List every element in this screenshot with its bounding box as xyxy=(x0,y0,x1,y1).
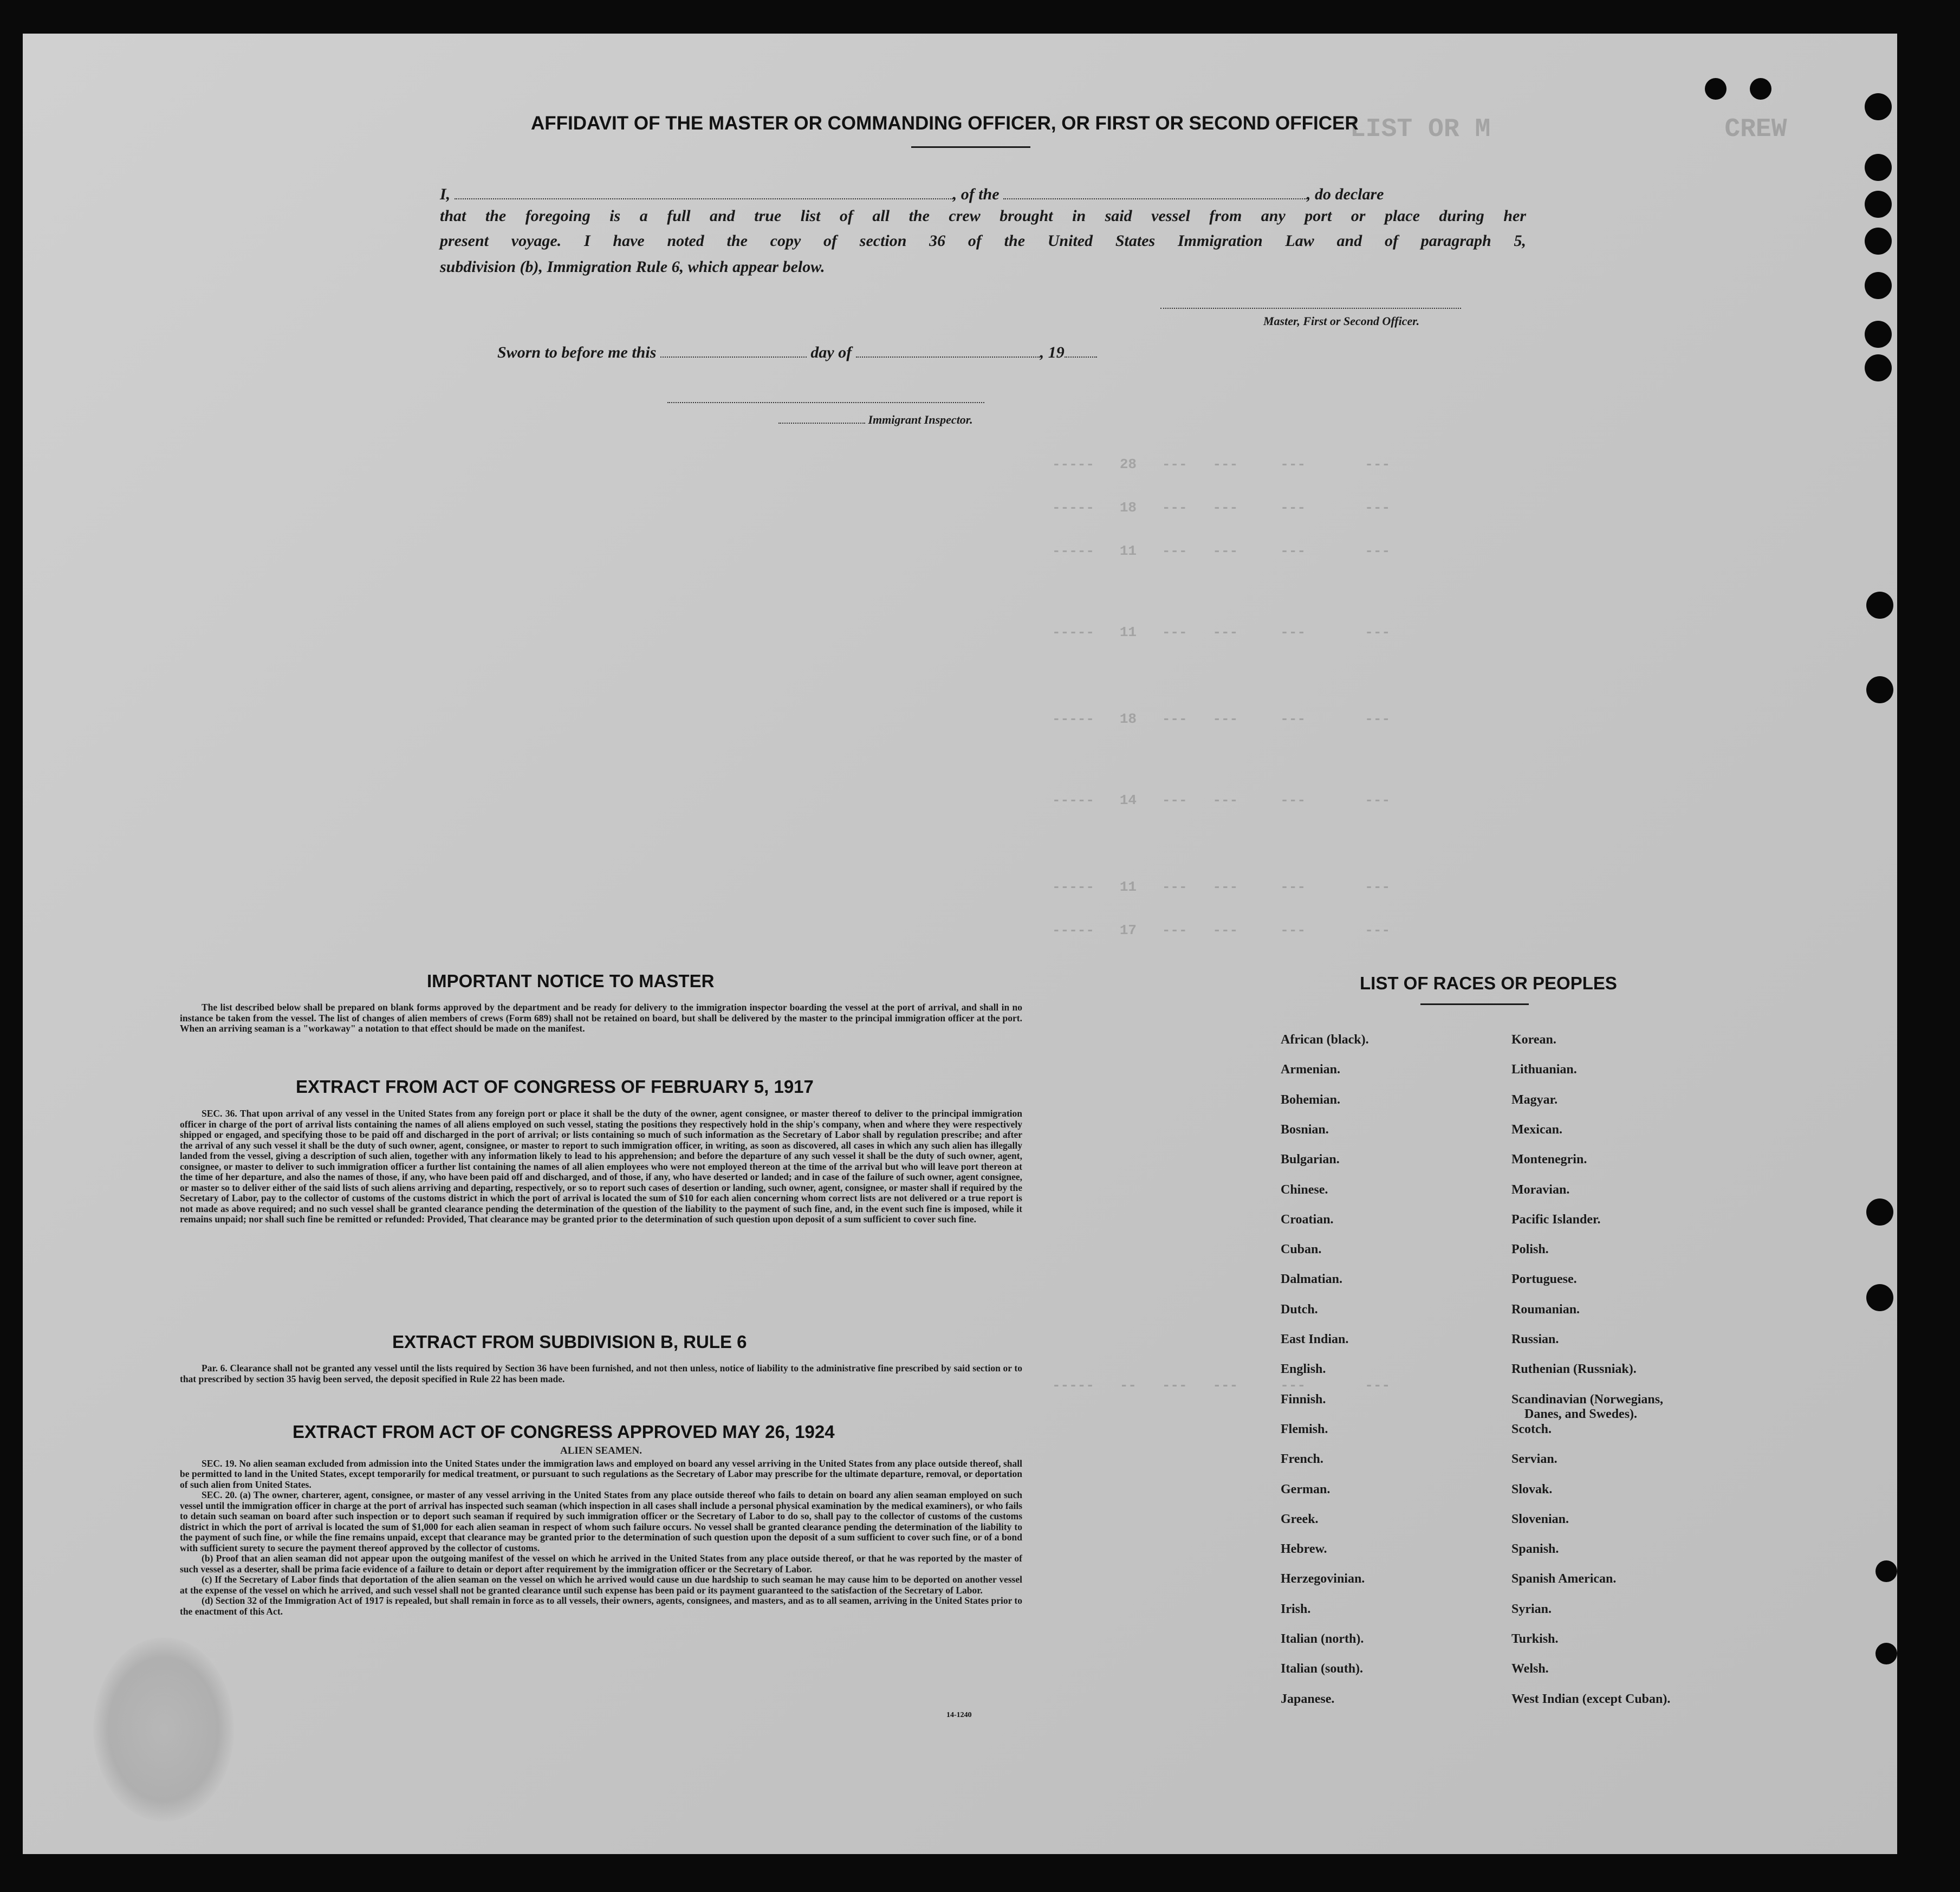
punch-hole xyxy=(1865,154,1892,181)
race-item: Slovak. xyxy=(1511,1482,1553,1496)
race-item: Pacific Islander. xyxy=(1511,1212,1601,1227)
race-item: Herzegovinian. xyxy=(1281,1572,1365,1586)
bleed-through-text: ----- 28 --- --- --- --- xyxy=(1052,456,1391,472)
race-item: Lithuanian. xyxy=(1511,1062,1577,1077)
race-item: Moravian. xyxy=(1511,1182,1570,1197)
race-item: Flemish. xyxy=(1281,1422,1328,1436)
race-item: Finnish. xyxy=(1281,1392,1326,1407)
race-item: Magyar. xyxy=(1511,1092,1558,1107)
affidavit-declaration-line: I, , of the , do declare xyxy=(440,185,1384,203)
race-item: Croatian. xyxy=(1281,1212,1334,1227)
race-item: English. xyxy=(1281,1362,1326,1377)
master-signature-line xyxy=(1160,308,1461,309)
punch-hole xyxy=(1865,228,1892,255)
race-item: African (black). xyxy=(1281,1033,1369,1047)
bleed-through-text: ----- 11 --- --- --- --- xyxy=(1052,624,1391,640)
extract-rule6-text: Par. 6. Clearance shall not be granted any vessel until the lists required by Section 36 have been furnished, and not then unless, notice of liability to the administrative fine prescribed by said section or to that prescribed by section 35 havig been served, the deposit specified in Rule 22 has been made. xyxy=(180,1363,1022,1384)
race-item: Spanish American. xyxy=(1511,1572,1617,1586)
race-item: Turkish. xyxy=(1511,1632,1559,1646)
embossed-seal xyxy=(93,1637,234,1822)
race-item: West Indian (except Cuban). xyxy=(1511,1692,1671,1706)
extract-1924-title: EXTRACT FROM ACT OF CONGRESS APPROVED MAY 26, 1924 xyxy=(293,1422,835,1442)
inspector-signature-line xyxy=(667,402,984,403)
extract-rule6-title: EXTRACT FROM SUBDIVISION B, RULE 6 xyxy=(392,1332,747,1352)
race-item: Roumanian. xyxy=(1511,1302,1580,1317)
bleed-through-text: ----- 11 --- --- --- --- xyxy=(1052,879,1391,895)
punch-hole xyxy=(1865,354,1892,381)
sec20b-text: (b) Proof that an alien seaman did not appear upon the outgoing manifest of the vessel on which he arrived in the United States from any place outside thereof, or that he was reported by the master of such vessel as a deserter, shall be prima facie evidence of a failure to detain or deport after requirement by the immigration officer or the Secretary of Labor. xyxy=(180,1553,1022,1574)
races-title: LIST OF RACES OR PEOPLES xyxy=(1360,973,1617,993)
race-item: Syrian. xyxy=(1511,1602,1552,1616)
affidavit-text-line: subdivision (b), Immigration Rule 6, which appear below. xyxy=(440,258,825,276)
race-item: Ruthenian (Russniak). xyxy=(1511,1362,1637,1377)
race-item: Japanese. xyxy=(1281,1692,1335,1706)
affidavit-title: AFFIDAVIT OF THE MASTER OR COMMANDING OFFICER, OR FIRST OR SECOND OFFICER xyxy=(531,113,1359,134)
affidavit-text-line: that the foregoing is a full and true list of all the crew brought in said vessel from any port or place during her xyxy=(440,207,1526,225)
race-item: Servian. xyxy=(1511,1452,1557,1467)
punch-hole xyxy=(1865,272,1892,299)
race-item: French. xyxy=(1281,1452,1323,1467)
bleed-through-text: ----- 18 --- --- --- --- xyxy=(1052,711,1391,727)
punch-hole xyxy=(1866,592,1893,619)
race-item: Dalmatian. xyxy=(1281,1272,1342,1287)
punch-hole xyxy=(1866,1198,1893,1226)
race-item: German. xyxy=(1281,1482,1331,1496)
punch-hole xyxy=(1866,676,1893,703)
affidavit-title-rule xyxy=(911,146,1030,148)
sec20a-text: SEC. 20. (a) The owner, charterer, agent, consignee, or master of any vessel arriving in the United States from any place outside thereof who fails to detain on board any alien seaman employed on such vessel until the immigration officer in charge at the port of arrival has inspected such seaman (which inspection in all cases shall include a personal physical examination by the medical examiners), or who fails to detain such seaman on board after such inspection or to deport such seaman if required by such immigration officer or the Secretary of Labor to do so, shall pay to the collector of customs of the customs district in which the port of arrival is located the sum of $1,000 for each alien seaman in respect of whom such failure occurs. No vessel shall be granted clearance pending the determination of the liability to the payment of such fine, or while the fine remains unpaid, except that clearance may be granted prior to the determination of such question upon the deposit of a sum sufficient to cover such fine, or of a bond with sufficient surety to secure the payment thereof approved by the collector of customs. xyxy=(180,1489,1022,1553)
race-item: Dutch. xyxy=(1281,1302,1318,1317)
race-item: Italian (south). xyxy=(1281,1662,1364,1676)
race-item: Spanish. xyxy=(1511,1542,1559,1557)
race-item: Irish. xyxy=(1281,1602,1311,1616)
sworn-line: Sworn to before me this day of , 19 xyxy=(497,344,1310,362)
notice-title: IMPORTANT NOTICE TO MASTER xyxy=(427,971,715,991)
sec20d-text: (d) Section 32 of the Immigration Act of 1917 is repealed, but shall remain in force as to all vessels, their owners, agents, consignees, and masters, and as to all seamen, arriving in the United States prior to the enactment of this Act. xyxy=(180,1595,1022,1617)
races-title-rule xyxy=(1420,1003,1529,1005)
bleed-through-text: LIST OR M CREW xyxy=(1350,115,1787,144)
extract-1917-title: EXTRACT FROM ACT OF CONGRESS OF FEBRUARY 5, 1917 xyxy=(296,1077,814,1097)
race-item: Mexican. xyxy=(1511,1122,1562,1137)
race-item: Portuguese. xyxy=(1511,1272,1577,1287)
form-number: 14-1240 xyxy=(946,1711,972,1719)
race-item: East Indian. xyxy=(1281,1332,1349,1346)
punch-hole xyxy=(1750,78,1771,100)
race-item: Slovenian. xyxy=(1511,1512,1569,1526)
race-item: Hebrew. xyxy=(1281,1542,1327,1557)
bleed-through-text: ----- 14 --- --- --- --- xyxy=(1052,792,1391,808)
race-item: Bosnian. xyxy=(1281,1122,1329,1137)
punch-hole xyxy=(1875,1560,1897,1582)
race-item: Bohemian. xyxy=(1281,1092,1341,1107)
race-item: Armenian. xyxy=(1281,1062,1340,1077)
race-item: Danes, and Swedes). xyxy=(1524,1407,1638,1421)
race-item: Russian. xyxy=(1511,1332,1559,1346)
bleed-through-text: ----- 11 --- --- --- --- xyxy=(1052,543,1391,559)
race-item: Italian (north). xyxy=(1281,1632,1364,1646)
race-item: Cuban. xyxy=(1281,1242,1322,1257)
punch-hole xyxy=(1865,321,1892,348)
extract-1924-subtitle: ALIEN SEAMEN. xyxy=(560,1445,642,1456)
bleed-through-text: ----- 18 --- --- --- --- xyxy=(1052,500,1391,516)
race-item: Welsh. xyxy=(1511,1662,1549,1676)
master-signature-label: Master, First or Second Officer. xyxy=(1263,314,1420,328)
extract-1924-text xyxy=(180,1444,1022,1617)
race-item: Polish. xyxy=(1511,1242,1549,1257)
punch-hole xyxy=(1705,78,1727,100)
punch-hole xyxy=(1865,93,1892,120)
race-item: Montenegrin. xyxy=(1511,1152,1587,1167)
race-item: Chinese. xyxy=(1281,1182,1328,1197)
race-item: Korean. xyxy=(1511,1033,1556,1047)
sec20c-text: (c) If the Secretary of Labor finds that deportation of the alien seaman on the vessel on which he arrived would cause un due hardship to such seaman he may cause him to be deported on another vessel at the expense of the vessel on which he arrived, and such vessel shall not be granted clearance until such expense has been paid or its payment guaranteed to the satisfaction of the Secretary of Labor. xyxy=(180,1574,1022,1596)
punch-hole xyxy=(1865,191,1892,218)
affidavit-text-line: present voyage. I have noted the copy of section 36 of the United States Immigration Law and of paragraph 5, xyxy=(440,232,1526,250)
bleed-through-text: ----- 17 --- --- --- --- xyxy=(1052,922,1391,938)
race-item: Greek. xyxy=(1281,1512,1319,1526)
document-page xyxy=(23,34,1897,1854)
extract-1917-text: SEC. 36. That upon arrival of any vessel in the United States from any foreign port or place it shall be the duty of the owner, agent consignee, or master thereof to deliver to the principal immigration officer in charge of the port of arrival lists containing the names of all aliens employed on such vessel, stating the positions they respectively hold in the ship's company, when and where they were respectively shipped or engaged, and specifying those to be paid off and discharged in the port of arrival; or lists containing so much of such information as the Secretary of Labor shall by regulation prescribe; and after the arrival of any such vessel it shall be the duty of such owner, agent, consignee, or master to report to such immigration officer, in writing, as soon as discovered, all cases in which any such alien has illegally landed from the vessel, giving a description of such alien, together with any information likely to lead to his apprehension; and before the departure of any such vessel it shall be the duty of such owner, agent, consignee, or master to deliver to such immigration officer a further list containing the names of all alien employees who were not employed thereon at the time of the arrival but who will leave port thereon at the time of her departure, and also the names of those, if any, who have been paid off and discharged, and of those, if any, who have deserted or landed; and in case of the failure of such owner, agent consignee, or master so to deliver either of the said lists of such aliens arriving and departing, respectively, or so to report such cases of desertion or landing, such owner, agent, consignee, or master shall if required by the Secretary of Labor, pay to the collector of customs of the customs district in which the port of arrival is located the sum of $10 for each alien concerning whom correct lists are not delivered or a true report is not made as above required; and no such vessel shall be granted clearance pending the determination of the question of the liability to the payment of such fine, and, in the event such fine is imposed, while it remains unpaid; nor shall such fine be remitted or refunded: Provided, That clearance may be granted prior to the determination of such question upon deposit of a sum sufficient to cover such fine. xyxy=(180,1108,1022,1224)
inspector-signature-label: Immigrant Inspector. xyxy=(778,413,973,427)
notice-text: The list described below shall be prepared on blank forms approved by the department and be ready for delivery to the immigration inspector boarding the vessel at the port of arrival, and shall in no instance be taken from the vessel. The list of changes of alien members of crews (Form 689) shall not be retained on board, but shall be delivered by the master to the principal immigration officer at the port. When an arriving seaman is a "workaway" a notation to that effect should be made on the manifest. xyxy=(180,1002,1022,1034)
punch-hole xyxy=(1875,1643,1897,1664)
punch-hole xyxy=(1866,1284,1893,1311)
race-item: Bulgarian. xyxy=(1281,1152,1340,1167)
bleed-through-text: ----- -- --- --- --- --- xyxy=(1052,1377,1391,1394)
sec19-text: SEC. 19. No alien seaman excluded from admission into the United States under the immigration laws and employed on board any vessel arriving in the United States from any place outside thereof, shall be permitted to land in the United States, except temporarily for medical treatment, or pursuant to such regulations as the Secretary of Labor may prescribe for the ultimate departure, removal, or deportation of such alien from United States. xyxy=(180,1457,1022,1490)
race-item: Scotch. xyxy=(1511,1422,1552,1436)
race-item: Scandinavian (Norwegians, xyxy=(1511,1392,1664,1407)
